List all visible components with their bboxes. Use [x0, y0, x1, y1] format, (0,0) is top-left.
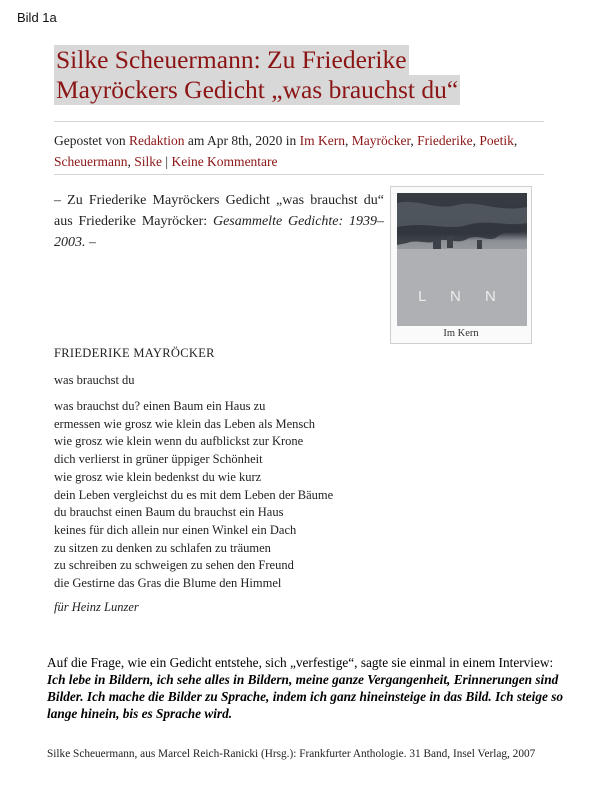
intro-text: – Zu Friederike Mayröckers Gedicht „was brauchst du“ aus Friederike Mayröcker: [54, 193, 384, 229]
category-link-friederike[interactable]: Friederike [417, 133, 473, 148]
poem-dedication: für Heinz Lunzer [54, 600, 139, 614]
poem-line: wie grosz wie klein bedenkst du wie kurz [54, 469, 262, 484]
post-title[interactable] [54, 45, 544, 105]
post-title-line-1[interactable]: Silke Scheuermann: Zu Friederike [56, 45, 407, 74]
post-meta: Gepostet von Redaktion am Apr 8th, 2020 in Im Kern, Mayröcker, Friederike, Poetik, Scheuermann, Silke | Keine Kommentare [54, 133, 518, 169]
post-date: am Apr 8th, 2020 in [187, 133, 297, 148]
poem-body [54, 398, 333, 593]
title-divider [54, 121, 544, 122]
thumbnail-overlay-text: L N N [418, 288, 506, 305]
poem-line: ermessen wie grosz wie klein das Leben als Mensch [54, 416, 316, 431]
poem-line: die Gestirne das Gras die Blume den Himmel [54, 576, 282, 591]
category-link-scheuermann[interactable]: Scheuermann [54, 154, 128, 169]
category-link-silke[interactable]: Silke [134, 154, 162, 169]
poem-line: wie grosz wie klein wenn du aufblickst zur Krone [54, 434, 304, 449]
post-intro [54, 190, 384, 253]
comments-link[interactable]: Keine Kommentare [171, 154, 278, 169]
poem-line: dein Leben vergleichst du es mit dem Leben der Bäume [54, 487, 334, 502]
post-title-line-2[interactable]: Mayröckers Gedicht „was brauchst du“ [56, 75, 459, 104]
source-citation: Silke Scheuermann, aus Marcel Reich-Ranicki (Hrsg.): Frankfurter Anthologie. 31 Band, Insel Verlag, 2007 [47, 748, 536, 760]
thumbnail-artwork [397, 193, 527, 326]
meta-divider [54, 174, 544, 175]
poem-line: zu sitzen zu denken zu schlafen zu träumen [54, 540, 271, 555]
quote-text: Ich lebe in Bildern, ich sehe alles in Bildern, meine ganze Vergangenheit, Erinnerungen sind Bilder. Ich mache die Bilder zu Sprache, indem ich ganz hineinsteige in das Bild. Ich steige so lange hinein, bis es Sprache wird. [47, 672, 564, 721]
intro-end: – [89, 235, 96, 250]
category-thumbnail[interactable] [390, 186, 532, 344]
quote-intro: Auf die Frage, wie ein Gedicht entstehe, sich „verfestige“, sagte sie einmal in einem Interview: [47, 655, 554, 670]
intro-book-title: Gesammelte Gedichte: 1939–2003. [54, 214, 384, 250]
posted-by-label: Gepostet von [54, 133, 126, 148]
poem-line: keines für dich allein nur einen Winkel ein Dach [54, 522, 297, 537]
category-link-mayroecker[interactable]: Mayröcker [351, 133, 411, 148]
category-link-im-kern[interactable]: Im Kern [299, 133, 345, 148]
poem-line: was brauchst du? einen Baum ein Haus zu [54, 399, 266, 413]
poem-title: was brauchst du [54, 373, 135, 387]
category-link-poetik[interactable]: Poetik [479, 133, 514, 148]
poem-line: dich verlierst in grüner üppiger Schönheit [54, 452, 263, 467]
poet-name: FRIEDERIKE MAYRÖCKER [54, 346, 215, 360]
figure-label: Bild 1a [17, 10, 57, 25]
poem-line: du brauchst einen Baum du brauchst ein Haus [54, 505, 284, 520]
author-link[interactable]: Redaktion [129, 133, 185, 148]
interview-quote [47, 654, 567, 722]
poem-line: zu schreiben zu schweigen zu sehen den Freund [54, 558, 294, 573]
thumbnail-caption: Im Kern [443, 328, 479, 339]
thumbnail-image[interactable] [397, 193, 527, 326]
